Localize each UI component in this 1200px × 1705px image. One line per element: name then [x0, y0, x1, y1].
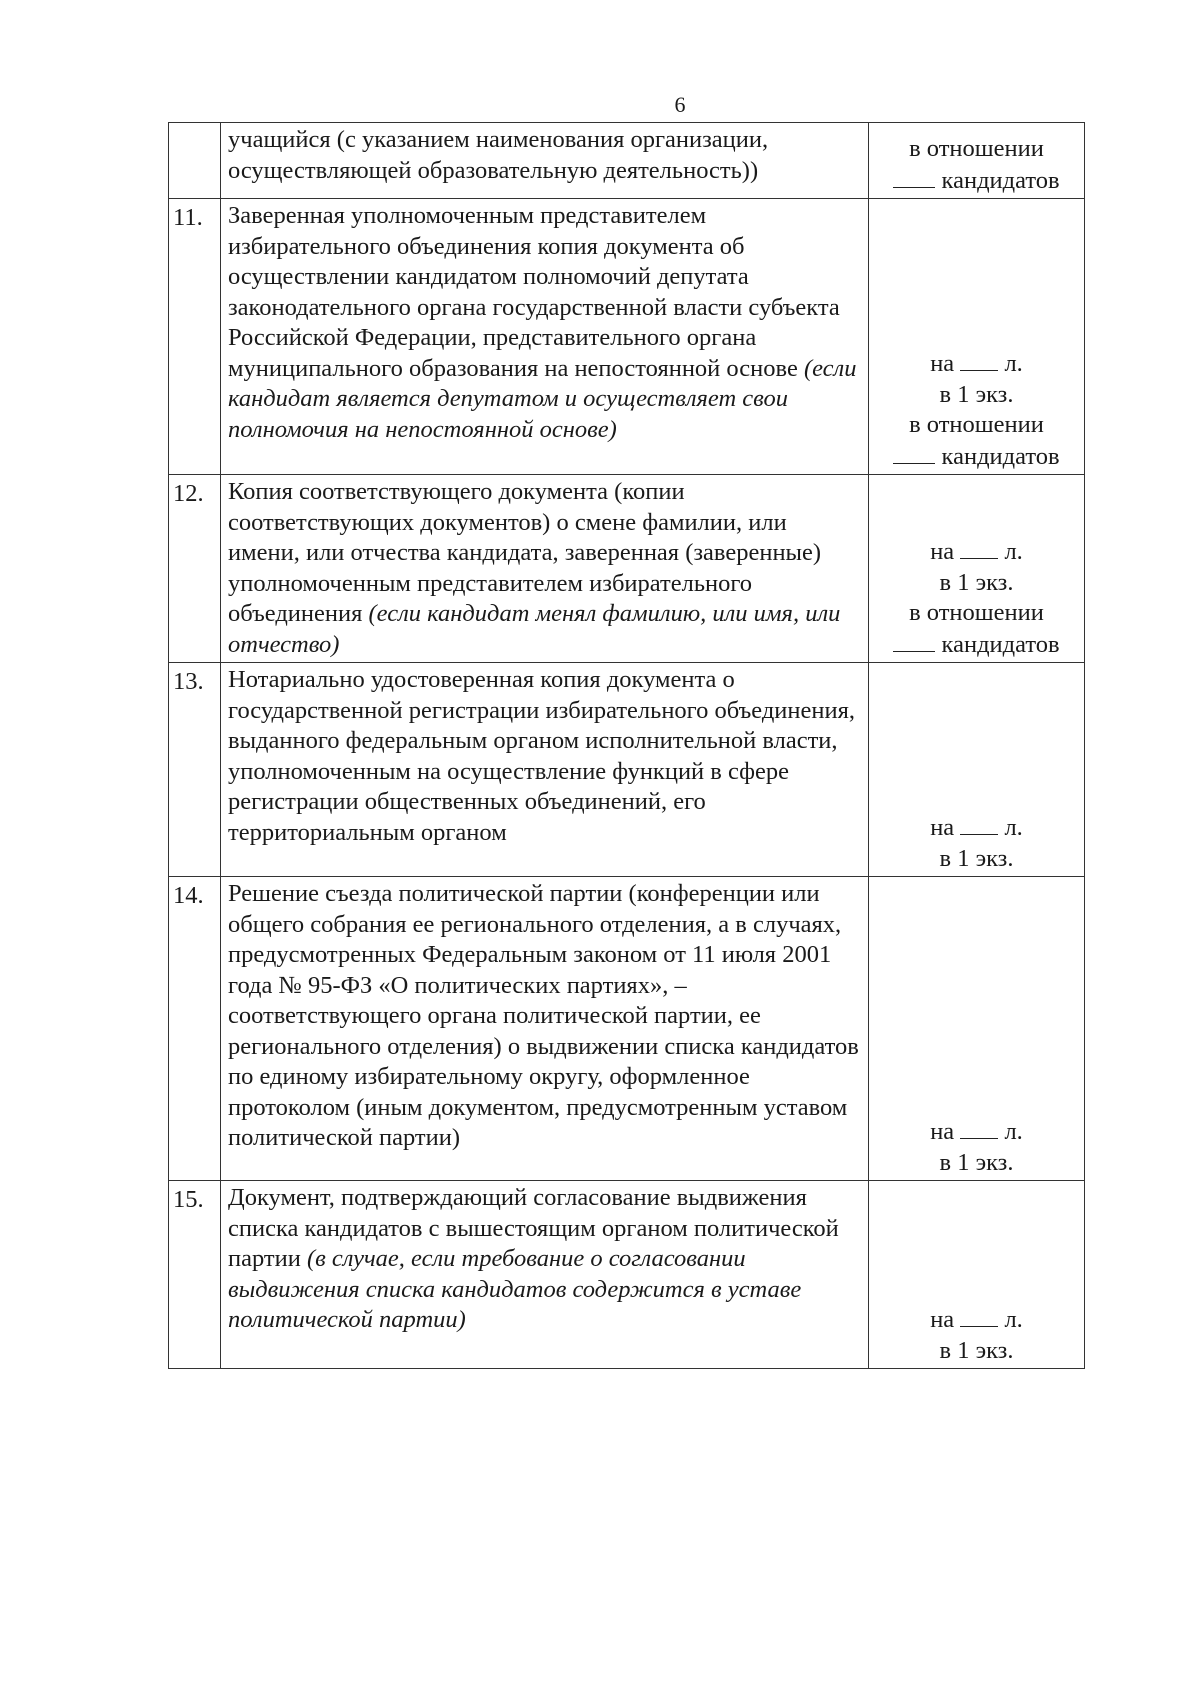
document-description	[221, 199, 869, 475]
row-number: 11.	[169, 199, 221, 475]
qty-copies: в 1 экз.	[939, 1336, 1014, 1364]
table-row	[169, 475, 1085, 663]
qty-sheets	[869, 536, 1084, 568]
qty-on-prefix: на	[930, 538, 955, 565]
qty-relation	[869, 134, 1084, 165]
qty-copies: в 1 экз.	[939, 1148, 1014, 1176]
table-row	[169, 663, 1085, 877]
qty-relation: в отношении	[909, 411, 1044, 438]
sheets-blank-field[interactable]	[960, 348, 998, 371]
sheets-blank-field[interactable]	[960, 812, 998, 835]
qty-sheets-suffix: л.	[1004, 814, 1023, 841]
description-text: Документ, подтверждающий согласование выдвижения списка кандидатов с вышестоящим органом политической партии	[228, 1184, 839, 1272]
qty-sheets	[869, 1116, 1084, 1148]
qty-on-prefix: на	[930, 350, 955, 377]
row-number: 15.	[169, 1181, 221, 1369]
candidates-blank-field[interactable]	[893, 165, 935, 188]
candidates-blank-field[interactable]	[893, 629, 935, 652]
quantity-cell	[869, 1181, 1085, 1369]
quantity-cell	[869, 199, 1085, 475]
description-text: учащийся (с указанием наименования организации, осуществляющей образовательную деятельность))	[228, 126, 769, 184]
qty-relation-prefix: в отношении	[909, 135, 1044, 162]
qty-sheets-suffix: л.	[1004, 1306, 1023, 1333]
qty-copies: в 1 экз.	[939, 844, 1014, 872]
sheets-blank-field[interactable]	[960, 1304, 998, 1327]
qty-sheets	[869, 1304, 1084, 1336]
qty-sheets-suffix: л.	[1004, 350, 1023, 377]
qty-on-prefix: на	[930, 814, 955, 841]
candidates-blank-field[interactable]	[893, 441, 935, 464]
qty-candidates-suffix: кандидатов	[941, 166, 1060, 194]
description-text: Копия соответствующего документа (копии соответствующих документов) о смене фамилии, или имени, или отчества кандидата, заверенная (заверенные) уполномоченным представителем избирательного объединения	[228, 478, 822, 627]
description-text: Заверенная уполномоченным представителем избирательного объединения копия документа об осуществлении кандидатом полномочий депутата законодательного органа государственной власти субъекта Российской Федерации, представительного органа муниципального образования на непостоянной основе	[228, 202, 840, 382]
qty-candidates-suffix: кандидатов	[941, 630, 1060, 658]
qty-on-prefix: на	[930, 1118, 955, 1145]
document-description	[221, 123, 869, 199]
table-row	[169, 877, 1085, 1181]
description-note: (в случае, если требование о согласовании выдвижения списка кандидатов содержится в уставе политической партии)	[228, 1245, 802, 1333]
qty-sheets	[869, 812, 1084, 844]
description-note: (если кандидат менял фамилию, или имя, или отчество)	[228, 600, 841, 658]
qty-sheets	[869, 348, 1084, 380]
sheets-blank-field[interactable]	[960, 1116, 998, 1139]
row-number: 12.	[169, 475, 221, 663]
qty-candidates-suffix: кандидатов	[941, 442, 1060, 470]
description-text: Решение съезда политической партии (конференции или общего собрания ее регионального отделения, а в случаях, предусмотренных Федеральным законом от 11 июля 2001 года № 95-ФЗ «О политических партиях», – соответствующего органа политической партии, ее регионального отделения) о выдвижении списка кандидатов по единому избирательному округу, оформленное протоколом (иным документом, предусмотренным уставом политической партии)	[228, 880, 859, 1151]
page-number: 6	[674, 92, 686, 117]
quantity-cell	[869, 123, 1085, 199]
row-number: 14.	[169, 877, 221, 1181]
quantity-cell	[869, 877, 1085, 1181]
documents-table	[168, 122, 1085, 1369]
document-description	[221, 877, 869, 1181]
description-text: Нотариально удостоверенная копия документа о государственной регистрации избирательного объединения, выданного федеральным органом исполнительной власти, уполномоченным на осуществление функций в сфере регистрации общественных объединений, его территориальным органом	[228, 666, 855, 846]
document-description	[221, 663, 869, 877]
quantity-cell	[869, 663, 1085, 877]
qty-candidates	[869, 441, 1084, 473]
qty-candidates	[869, 165, 1084, 197]
table-row	[169, 199, 1085, 475]
document-description	[221, 475, 869, 663]
sheets-blank-field[interactable]	[960, 536, 998, 559]
description-note: (если кандидат является депутатом и осуществляет свои полномочия на непостоянной основе)	[228, 354, 857, 443]
qty-copies: в 1 экз.	[939, 380, 1014, 408]
qty-copies: в 1 экз.	[939, 568, 1014, 596]
document-description	[221, 1181, 869, 1369]
quantity-cell	[869, 475, 1085, 663]
qty-relation: в отношении	[909, 599, 1044, 626]
row-number: 13.	[169, 663, 221, 877]
qty-candidates	[869, 629, 1084, 661]
qty-on-prefix: на	[930, 1306, 955, 1333]
table-row	[169, 123, 1085, 199]
row-number	[169, 123, 221, 199]
qty-sheets-suffix: л.	[1004, 538, 1023, 565]
table-row	[169, 1181, 1085, 1369]
qty-sheets-suffix: л.	[1004, 1118, 1023, 1145]
